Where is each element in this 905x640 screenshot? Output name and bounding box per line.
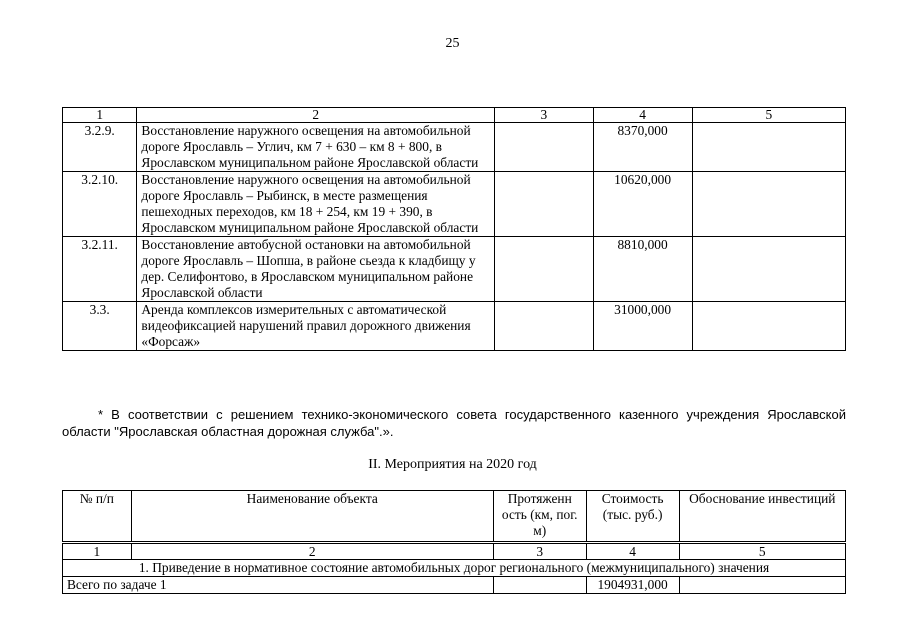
table-row	[63, 302, 846, 351]
row-length	[495, 123, 593, 172]
row-length	[495, 172, 593, 237]
total-basis	[679, 577, 845, 594]
footnote: * В соответствии с решением технико-экономического совета государственного казенного учреждения Ярославской области "Ярославская областная дорожная служба".».	[62, 407, 846, 439]
row-cost: 8810,000	[593, 237, 692, 302]
row-basis	[692, 123, 845, 172]
column-number: 5	[679, 544, 845, 560]
row-number: 3.2.10.	[63, 172, 137, 237]
section-title: II. Мероприятия на 2020 год	[368, 457, 537, 472]
total-label: Всего по задаче 1	[63, 577, 494, 594]
row-cost: 8370,000	[593, 123, 692, 172]
total-row	[63, 577, 846, 594]
row-number: 3.3.	[63, 302, 137, 351]
row-length	[495, 302, 593, 351]
page-number: 25	[445, 36, 460, 51]
row-basis	[692, 302, 845, 351]
row-basis	[692, 172, 845, 237]
column-number: 3	[493, 544, 586, 560]
total-length	[493, 577, 586, 594]
header-col-5: 5	[692, 108, 845, 123]
row-number: 3.2.11.	[63, 237, 137, 302]
header-cost: Стоимость (тыс. руб.)	[586, 491, 679, 542]
row-name: Восстановление автобусной остановки на автомобильной дороге Ярославль – Шопша, в районе сьезда к кладбищу у дер. Селифонтово, в Ярославском муниципальном районе Ярославской области	[137, 237, 495, 302]
column-number-row	[63, 544, 846, 560]
row-cost: 10620,000	[593, 172, 692, 237]
column-number: 1	[63, 544, 132, 560]
row-name: Восстановление наружного освещения на автомобильной дороге Ярославль – Углич, км 7 + 630 – км 8 + 800, в Ярославском муниципальном районе Ярославской области	[137, 123, 495, 172]
header-col-4: 4	[593, 108, 692, 123]
row-length	[495, 237, 593, 302]
row-basis	[692, 237, 845, 302]
header-col-3: 3	[495, 108, 593, 123]
row-cost: 31000,000	[593, 302, 692, 351]
total-cost: 1904931,000	[586, 577, 679, 594]
table-row	[63, 172, 846, 237]
row-number: 3.2.9.	[63, 123, 137, 172]
header-col-2: 2	[137, 108, 495, 123]
header-name: Наименование объекта	[131, 491, 493, 542]
measures-2020-table	[62, 490, 846, 594]
row-name: Восстановление наружного освещения на автомобильной дороге Ярославль – Рыбинск, в месте размещения пешеходных переходов, км 18 + 254, км 19 + 390, в Ярославском муниципальном районе Ярославской области	[137, 172, 495, 237]
header-length: Протяженн ость (км, пог. м)	[493, 491, 586, 542]
task-title: 1. Приведение в нормативное состояние автомобильных дорог регионального (межмуниципального) значения	[63, 560, 846, 577]
table-row	[63, 123, 846, 172]
column-number: 4	[586, 544, 679, 560]
header-col-1: 1	[63, 108, 137, 123]
table-header-row	[63, 108, 846, 123]
measures-table-continued	[62, 107, 846, 351]
table-row	[63, 237, 846, 302]
header-number: № п/п	[63, 491, 132, 542]
table-header-row	[63, 491, 846, 542]
task-row	[63, 560, 846, 577]
row-name: Аренда комплексов измерительных с автоматической видеофиксацией нарушений правил дорожного движения «Форсаж»	[137, 302, 495, 351]
column-number: 2	[131, 544, 493, 560]
header-basis: Обоснование инвестиций	[679, 491, 845, 542]
